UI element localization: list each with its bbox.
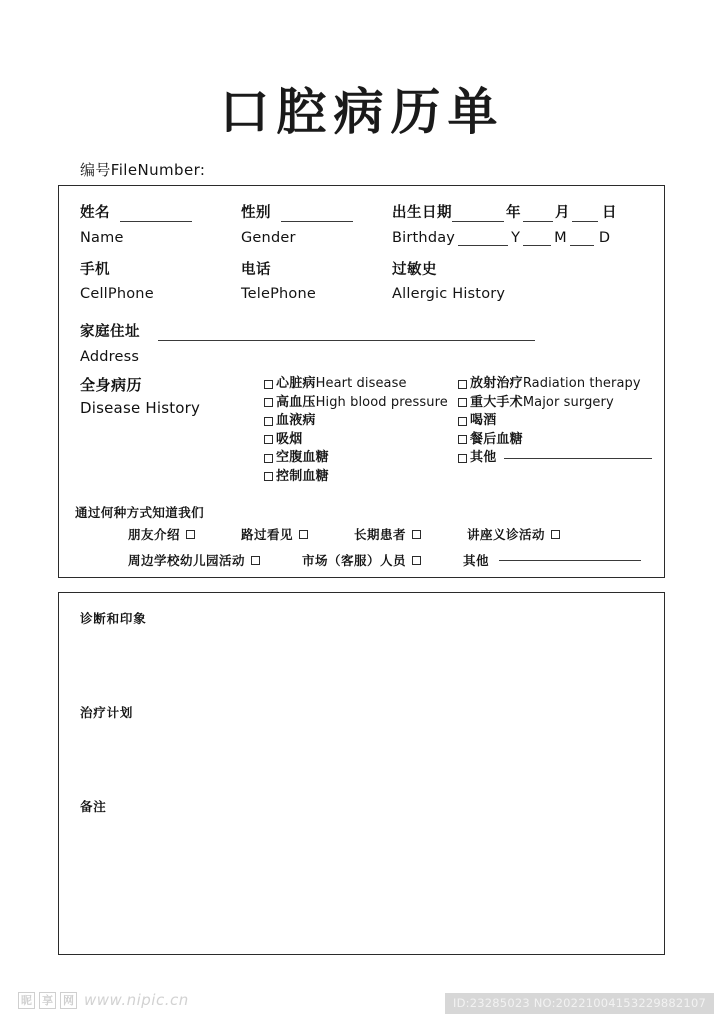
field-allergic-history-label-cn: 过敏史 <box>392 262 437 278</box>
field-birthday <box>392 201 617 246</box>
referral-option-label: 朋友介绍 <box>128 527 181 542</box>
watermark-char-2: 享 <box>39 992 56 1009</box>
field-birthday-label-cn: 出生日期 <box>392 205 452 221</box>
option-label-cn: 控制血糖 <box>276 468 329 484</box>
checkbox-icon[interactable] <box>458 454 467 463</box>
disease-history-option[interactable] <box>264 375 448 394</box>
checkbox-icon[interactable] <box>412 556 421 565</box>
checkbox-icon[interactable] <box>264 454 273 463</box>
checkbox-icon[interactable] <box>264 417 273 426</box>
watermark-char-3: 网 <box>60 992 77 1009</box>
field-name <box>80 201 192 246</box>
remarks-label: 备注 <box>80 799 107 814</box>
checkbox-icon[interactable] <box>412 530 421 539</box>
field-address-label-cn: 家庭住址 <box>80 324 140 340</box>
field-gender-label-en: Gender <box>241 230 296 246</box>
field-birthday-label-en: Birthday <box>392 230 456 246</box>
referral-option-label: 周边学校幼儿园活动 <box>128 553 246 568</box>
option-label-en: High blood pressure <box>315 394 448 410</box>
file-number-label: 编号FileNumber: <box>80 161 206 179</box>
remarks-input-area[interactable] <box>62 813 660 951</box>
referral-option[interactable] <box>241 525 308 543</box>
field-birth-year-unit-cn: 年 <box>506 205 521 221</box>
checkbox-icon[interactable] <box>458 435 467 444</box>
referral-source-title: 通过何种方式知道我们 <box>75 505 205 520</box>
option-label-cn: 心脏病 <box>276 376 316 392</box>
field-telephone-label-cn: 电话 <box>241 262 271 278</box>
checkbox-icon[interactable] <box>458 380 467 389</box>
field-birth-day-line-en[interactable] <box>570 245 594 246</box>
field-cellphone-label-cn: 手机 <box>80 262 110 278</box>
field-cellphone <box>80 260 154 304</box>
footer-watermark <box>0 990 724 1024</box>
field-address-label-en: Address <box>80 349 140 365</box>
field-gender <box>241 201 353 246</box>
checkbox-icon[interactable] <box>264 472 273 481</box>
referral-option[interactable] <box>302 551 421 569</box>
checkbox-icon[interactable] <box>251 556 260 565</box>
referral-row-1 <box>128 525 560 543</box>
referral-other-input-line[interactable] <box>499 560 641 561</box>
field-birth-day-unit-en: D <box>598 230 611 246</box>
option-label-cn: 血液病 <box>276 413 316 429</box>
field-telephone <box>241 260 316 304</box>
disease-history-option[interactable] <box>264 412 448 431</box>
checkbox-icon[interactable] <box>264 380 273 389</box>
checkbox-icon[interactable] <box>264 398 273 407</box>
disease-history-label-en: Disease History <box>80 399 201 417</box>
disease-history-column-right <box>458 375 652 468</box>
field-birth-month-unit-cn: 月 <box>555 205 570 221</box>
disease-history-option[interactable] <box>458 394 652 413</box>
field-birth-month-unit-en: M <box>554 230 567 246</box>
nipic-logo <box>18 991 189 1009</box>
disease-history-option[interactable] <box>458 449 652 468</box>
referral-other-label: 其他 <box>463 553 490 568</box>
option-label-cn: 吸烟 <box>276 431 303 447</box>
disease-history-option[interactable] <box>264 468 448 487</box>
referral-other-option[interactable] <box>463 551 641 569</box>
option-label-cn: 餐后血糖 <box>470 431 523 447</box>
option-label-en: Radiation therapy <box>522 376 641 392</box>
field-birth-year-unit-en: Y <box>511 230 521 246</box>
disease-history-other-input-line[interactable] <box>504 458 652 459</box>
field-name-label-en: Name <box>80 230 124 246</box>
page-title: 口腔病历单 <box>219 83 505 141</box>
diagnosis-label: 诊断和印象 <box>80 611 147 626</box>
option-label-cn: 喝酒 <box>470 413 497 429</box>
field-name-label-cn: 姓名 <box>80 205 110 221</box>
disease-history-option[interactable] <box>264 394 448 413</box>
watermark-url: www.nipic.cn <box>84 991 189 1009</box>
treatment-plan-label: 治疗计划 <box>80 705 134 720</box>
disease-history-option[interactable] <box>264 431 448 450</box>
field-birth-day-line[interactable] <box>572 221 598 222</box>
checkbox-icon[interactable] <box>186 530 195 539</box>
disease-history-option[interactable] <box>458 412 652 431</box>
field-birth-month-line-en[interactable] <box>523 245 551 246</box>
field-address-input-line[interactable] <box>158 340 535 341</box>
disease-history-option[interactable] <box>264 449 448 468</box>
referral-row-2 <box>128 551 641 569</box>
checkbox-icon[interactable] <box>299 530 308 539</box>
field-telephone-label-en: TelePhone <box>241 286 316 302</box>
referral-option-label: 长期患者 <box>354 527 407 542</box>
option-label-en: Heart disease <box>315 376 407 392</box>
treatment-plan-input-area[interactable] <box>62 719 660 791</box>
checkbox-icon[interactable] <box>458 417 467 426</box>
field-name-input-line[interactable] <box>120 221 192 222</box>
checkbox-icon[interactable] <box>551 530 560 539</box>
field-birth-year-line-en[interactable] <box>458 245 508 246</box>
referral-option-label: 讲座义诊活动 <box>467 527 546 542</box>
referral-option[interactable] <box>467 525 560 543</box>
option-label-cn: 其他 <box>470 450 497 466</box>
disease-history-option[interactable] <box>458 431 652 450</box>
image-id-badge: ID:23285023 NO:20221004153229882107 <box>445 993 714 1014</box>
checkbox-icon[interactable] <box>264 435 273 444</box>
field-birth-day-unit-cn: 日 <box>602 205 617 221</box>
option-label-cn: 高血压 <box>276 394 316 410</box>
field-gender-label-cn: 性别 <box>241 205 271 221</box>
option-label-cn: 重大手术 <box>470 394 523 410</box>
watermark-char-1: 昵 <box>18 992 35 1009</box>
disease-history-option[interactable] <box>458 375 652 394</box>
referral-option[interactable] <box>354 525 421 543</box>
disease-history-label <box>80 374 200 417</box>
option-label-cn: 放射治疗 <box>470 376 523 392</box>
disease-history-column-left <box>264 375 448 486</box>
field-birth-year-line[interactable] <box>452 221 504 222</box>
referral-option[interactable] <box>128 551 260 569</box>
field-address <box>80 320 535 365</box>
field-allergic-history <box>392 260 505 304</box>
referral-option-label: 市场（客服）人员 <box>302 553 407 568</box>
field-gender-input-line[interactable] <box>281 221 353 222</box>
field-cellphone-label-en: CellPhone <box>80 286 154 302</box>
diagnosis-input-area[interactable] <box>62 625 660 697</box>
option-label-en: Major surgery <box>522 394 614 410</box>
option-label-cn: 空腹血糖 <box>276 450 329 466</box>
checkbox-icon[interactable] <box>458 398 467 407</box>
referral-option[interactable] <box>128 525 195 543</box>
field-birth-month-line[interactable] <box>523 221 553 222</box>
field-allergic-history-label-en: Allergic History <box>392 286 506 302</box>
disease-history-label-cn: 全身病历 <box>80 376 143 394</box>
referral-option-label: 路过看见 <box>241 527 294 542</box>
